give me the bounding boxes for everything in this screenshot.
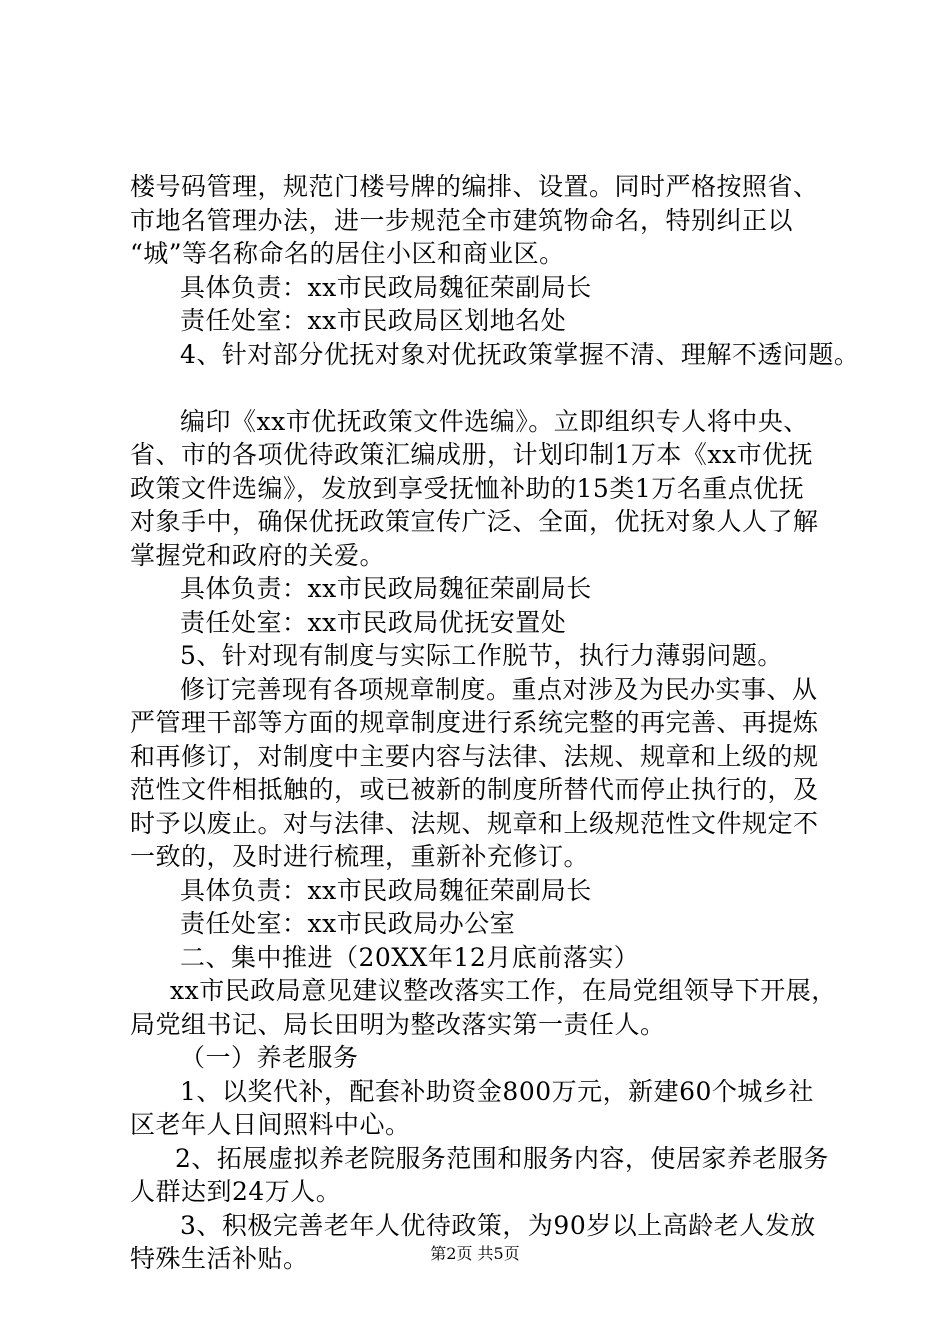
section-heading: 二、集中推进（20XX年12月底前落实）	[180, 942, 640, 972]
body-line: 时予以废止。对与法律、法规、规章和上级规范性文件规定不	[130, 808, 819, 838]
body-line: 局党组书记、局长田明为整改落实第一责任人。	[130, 1009, 666, 1039]
body-line: 对象手中，确保优抚政策宣传广泛、全面，优抚对象人人了解	[130, 507, 819, 536]
body-line: 5、针对现有制度与实际工作脱节，执行力薄弱问题。	[180, 641, 783, 670]
body-line: 政策文件选编》，发放到享受抚恤补助的15类1万名重点优抚	[130, 473, 805, 503]
body-line: 2、拓展虚拟养老院服务范围和服务内容，使居家养老服务	[175, 1143, 829, 1173]
body-line: 区老年人日间照料中心。	[130, 1110, 411, 1139]
document-body	[130, 170, 860, 1276]
page-number-footer: 第2页 共5页	[430, 1244, 520, 1263]
body-line: 市地名管理办法，进一步规范全市建筑物命名，特别纠正以	[130, 205, 794, 235]
body-line: 省、市的各项优待政策汇编成册，计划印制1万本《xx市优抚	[130, 440, 814, 469]
body-line: 修订完善现有各项规章制度。重点对涉及为民办实事、从	[180, 674, 818, 704]
body-line: 楼号码管理，规范门楼号牌的编排、设置。同时严格按照省、	[130, 172, 819, 201]
body-line: 掌握党和政府的关爱。	[130, 540, 386, 570]
body-line: 4、针对部分优抚对象对优抚政策掌握不清、理解不透问题。	[180, 339, 860, 369]
subsection-heading: （一）养老服务	[180, 1043, 359, 1072]
body-line: 具体负责：xx市民政局魏征荣副局长	[180, 272, 592, 302]
body-line: 具体负责：xx市民政局魏征荣副局长	[180, 875, 592, 905]
body-line: 责任处室：xx市民政局区划地名处	[180, 306, 567, 335]
body-line: 1、以奖代补，配套补助资金800万元，新建60个城乡社	[180, 1076, 814, 1106]
body-line: “城”等名称命名的居住小区和商业区。	[130, 239, 565, 268]
blank-line	[130, 371, 850, 405]
body-line: 人群达到24万人。	[130, 1177, 342, 1206]
body-line: 和再修订，对制度中主要内容与法律、法规、规章和上级的规	[130, 741, 819, 771]
body-line: 责任处室：xx市民政局优抚安置处	[180, 607, 567, 637]
body-line: 编印《xx市优抚政策文件选编》。立即组织专人将中央、	[180, 406, 809, 436]
body-line: 特殊生活补贴。	[130, 1244, 309, 1273]
body-line: 一致的，及时进行梳理，重新补充修订。	[130, 842, 590, 871]
body-line: 责任处室：xx市民政局办公室	[180, 909, 516, 938]
body-line: 具体负责：xx市民政局魏征荣副局长	[180, 574, 592, 603]
body-line: xx市民政局意见建议整改落实工作，在局党组领导下开展，	[170, 976, 837, 1005]
body-line: 严管理干部等方面的规章制度进行系统完整的再完善、再提炼	[130, 708, 819, 737]
body-line: 3、积极完善老年人优待政策，为90岁以上高龄老人发放	[180, 1210, 816, 1240]
body-line: 范性文件相抵触的，或已被新的制度所替代而停止执行的，及	[130, 775, 819, 804]
